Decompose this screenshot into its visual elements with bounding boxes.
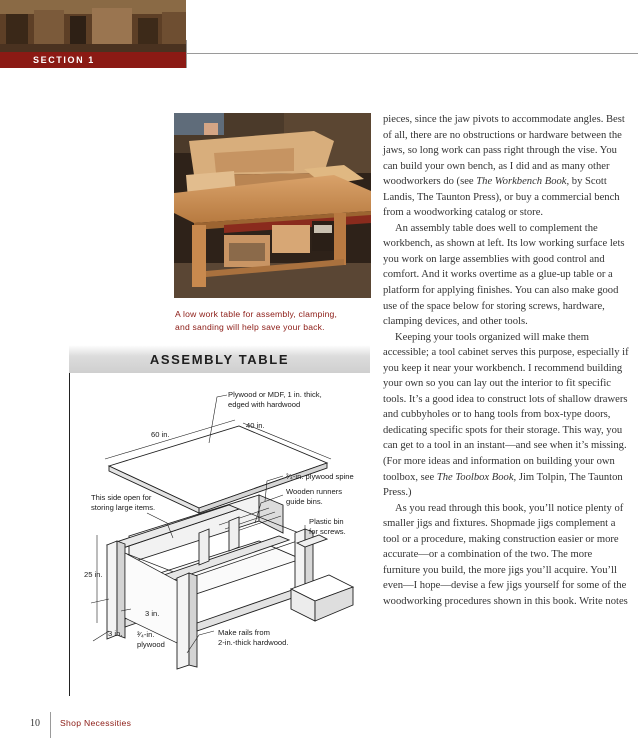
label-top-material: [228, 390, 322, 409]
photo-caption: [175, 308, 375, 334]
footer-divider: [50, 712, 51, 738]
label-plastic-bin-line-1: Plastic bin: [309, 517, 344, 526]
book-title-workbench: The Workbench Book,: [476, 176, 570, 188]
body-text: [383, 112, 630, 610]
label-spine: ³⁄₄-in. plywood spine: [286, 472, 354, 481]
leg-front-right: [177, 573, 189, 669]
label-runners-line-2: guide bins.: [286, 496, 323, 506]
label-plastic-bin: [309, 517, 346, 536]
label-width-40: 40 in.: [246, 421, 265, 430]
paragraph-1-text: pieces, since the jaw pivots to accommodate angles. Best of all, there are no obstructions or hardware between the jaws, so long work can pass right through the vise. You can build your own bench, as I did and as many other woodworkers do (see: [383, 114, 625, 188]
paragraph-1: [383, 112, 630, 221]
label-leg-3-a: 3 in.: [145, 609, 160, 618]
workshop-strip-image: [0, 0, 186, 52]
running-title: Shop Necessities: [60, 718, 132, 728]
paragraph-1-text-after: by Scott Landis, The Taunton Press), or buy a commercial bench from a woodworking catalog or store.: [383, 176, 620, 219]
label-plastic-bin-line-2: for screws.: [309, 526, 346, 536]
paragraph-3: [383, 330, 630, 501]
label-rails-line-2: 2-in.-thick hardwood.: [218, 637, 289, 647]
header-rule: [186, 53, 638, 54]
label-runners: [286, 487, 342, 506]
label-top-material-line-1: Plywood or MDF, 1 in. thick,: [228, 390, 322, 399]
label-plywood: [137, 630, 165, 649]
photo-caption-line-1: A low work table for assembly, clamping,: [175, 309, 338, 319]
assembly-table-photo-illustration: [174, 113, 371, 298]
diagram-title: ASSEMBLY TABLE: [149, 352, 290, 367]
photo-caption-line-2: and sanding will help save your back.: [175, 322, 325, 332]
leg-front-left: [107, 541, 117, 639]
label-rails: [218, 628, 289, 647]
label-rails-line-1: Make rails from: [218, 628, 270, 637]
paragraph-3-text: Keeping your tools organized will make them accessible; a tool cabinet serves this purpose, especially if you keep it near your workbench. I recommend building your own so you can lay out the interior to fit specific tools. It’s a good idea to construct lots of shallow drawers and cubbyholes or to hang tools from box-type doors, dedicating specific spots for their storage. This way, you can get to a tool in an instant—and see when it’s missing. (For more ideas and information on building your own toolbox, see: [383, 331, 629, 483]
header-divider-tick: [186, 40, 187, 68]
book-title-toolbox: The Toolbox Book,: [436, 471, 517, 483]
paragraph-3-text-after: Jim Tolpin, The Taunton Press.): [383, 471, 623, 499]
label-leg-3-b: 3 in.: [108, 629, 123, 638]
header-photo-strip: [0, 0, 186, 52]
label-height-25: 25 in.: [84, 570, 103, 579]
label-plywood-line-1: ³⁄₄-in.: [137, 630, 155, 639]
label-open-side: [91, 493, 155, 512]
paragraph-2: An assembly table does well to complement the workbench, as shown at left. Its low working surface lets you work on large assemblies with good control and comfort. And it works overtime as a glue-up table or a platform for applying finishes. You can also make good use of the space below for storing screws, hardware, clamping devices, and other tools.: [383, 222, 625, 328]
label-plywood-line-2: plywood: [137, 639, 165, 649]
assembly-table-photo: [174, 113, 371, 298]
paragraph-4: As you read through this book, you’ll notice plenty of smaller jigs and fixtures. Shopmade jigs complement a tool or a procedure, making construction easier or more accurate—or a combination of the two. The more furniture you build, the more jigs you’ll acquire. You’ll even—I hope—devise a few jigs yourself for some of the woodworking procedures shown in this book. Write notes: [383, 502, 628, 607]
section-label: SECTION 1: [33, 55, 95, 65]
label-runners-line-1: Wooden runners: [286, 487, 343, 496]
label-open-side-line-2: storing large items.: [91, 502, 156, 512]
label-length-60: 60 in.: [151, 430, 170, 439]
label-top-material-line-2: edged with hardwood: [228, 399, 301, 409]
label-open-side-line-1: This side open for: [91, 493, 152, 502]
page-number: 10: [30, 718, 40, 729]
